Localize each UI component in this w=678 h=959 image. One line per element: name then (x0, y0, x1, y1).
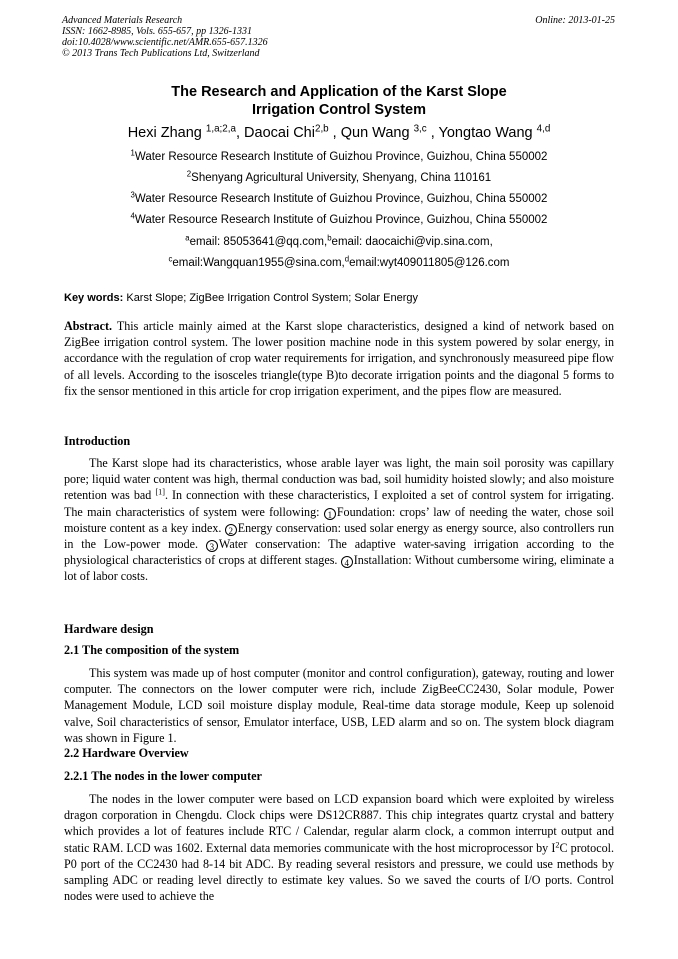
affiliation-2 (0, 171, 678, 185)
author-name: Hexi Zhang (127, 125, 202, 141)
hardware-paragraph-2-1: This system was made up of host computer (monitor and control configuration), gateway, routing and lower computer. The connectors on the lower computer were rich, include ZigBeeCC2430, Solar module, Power Management Module, LCD soil moisture display module, Real-time data storage module, Keep up solenoid valve, Soil characteristics of sensor, Emulator interface, USB, LED alarm and so on. The system block diagram was shown in Figure 1. (64, 666, 614, 745)
email-b: email: daocaichi@vip.sina.com, (331, 236, 493, 248)
affiliation-4 (0, 213, 678, 227)
intro-text: . In connection with these characteristics, I exploited a set of control system for irrigating. The main characteristics of system were following: (64, 488, 614, 519)
affiliation-text: Water Resource Research Institute of Guizhou Province, Guizhou, China 550002 (134, 151, 548, 163)
email-line-2 (0, 256, 678, 270)
intro-text: The Karst slope had its characteristics, whose arable layer was light, the main soil porosity was capillary pore; liquid water content was high, thermal conduction was bad, soil humidity hoisted slowly; and also moisture retention was bad (64, 456, 614, 503)
author-affil-sup: 1,a;2,a (205, 123, 236, 135)
issn-line: ISSN: 1662-8985, Vols. 655-657, pp 1326-1331 (62, 26, 252, 37)
subsection-heading-2-2: 2.2 Hardware Overview (64, 746, 189, 760)
citation-ref: [1] (155, 487, 165, 497)
email-line-1 (0, 235, 678, 249)
journal-name: Advanced Materials Research (62, 15, 183, 26)
circled-number: 3 (206, 540, 218, 552)
online-date: Online: 2013-01-25 (535, 15, 615, 26)
circled-number: 4 (341, 556, 353, 568)
affiliation-text: Shenyang Agricultural University, Shenyang, China 110161 (191, 172, 492, 184)
author-affil-sup: 3,c (413, 123, 427, 135)
intro-item: Water conservation: The adaptive water-saving irrigation according to the physiological characteristics of crops at different stages. (64, 537, 614, 568)
author-sep: , (235, 125, 245, 141)
affiliation-sup: 1 (130, 148, 135, 158)
affiliation-1 (0, 150, 678, 164)
intro-item: Foundation: crops’ law of needing the water, chose soil moisture content as a key index. (64, 504, 614, 535)
affiliation-text: Water Resource Research Institute of Guizhou Province, Guizhou, China 550002 (134, 193, 548, 205)
email-sup: c (168, 254, 173, 264)
affiliation-text: Water Resource Research Institute of Guizhou Province, Guizhou, China 550002 (134, 214, 548, 226)
doi-line: doi:10.4028/www.scientific.net/AMR.655-657.1326 (62, 37, 268, 48)
author-affil-sup: 2,b (314, 123, 329, 135)
affiliation-sup: 4 (130, 211, 135, 221)
author-sep: , (426, 125, 439, 141)
body-text: The nodes in the lower computer were based on LCD expansion board which were exploited by wireless dragon corporation in Chengdu. Clock chips were DS12CR887. This chip integrates quartz crystal and battery which provides a lot of features include RTC / Calendar, regular alarm clock, a common interrupt output and static RAM. LCD was 1602. External data memories communicate with the host microprocessor by I (64, 792, 614, 855)
subsection-heading-2-2-1: 2.2.1 The nodes in the lower computer (64, 769, 262, 783)
keywords-text: Karst Slope; ZigBee Irrigation Control System; Solar Energy (123, 292, 418, 304)
intro-item: Installation: Without cumbersome wiring, eliminate a lot of labor costs. (64, 553, 614, 584)
email-a: email: 85053641@qq.com, (189, 236, 328, 248)
email-c: email:Wangquan1955@sina.com, (172, 257, 345, 269)
email-sup: a (185, 233, 190, 243)
author-sep: , (328, 125, 341, 141)
body-text: C protocol. P0 port of the CC2430 had 8-14 bit ADC. By reading several resistors and pressure, we could use methods by sampling ADC or reading level directly to estimate key values. So we saved the courts of I/O ports. Control nodes were used to achieve the (64, 840, 615, 904)
abstract (64, 318, 614, 399)
email-sup: b (327, 233, 332, 243)
author-name: Yongtao Wang (438, 125, 533, 141)
copyright-line: © 2013 Trans Tech Publications Ltd, Switzerland (62, 48, 260, 59)
superscript: 2 (555, 840, 560, 850)
affiliation-3 (0, 192, 678, 206)
subsection-heading-2-1: 2.1 The composition of the system (64, 643, 240, 657)
paper-title-line2: Irrigation Control System (251, 102, 427, 118)
keywords-label: Key words: (64, 292, 124, 304)
intro-item: Energy conservation: used solar energy as energy source, also controllers run in the Low-power mode. (64, 520, 615, 552)
circled-number: 2 (225, 524, 237, 536)
paper-title-line1: The Research and Application of the Karst Slope (171, 84, 507, 100)
email-sup: d (344, 254, 350, 264)
abstract-text: This article mainly aimed at the Karst slope characteristics, designed a kind of network based on ZigBee irrigation control system. The lower position machine node in this system powered by solar energy, in accordance with the regulation of crop water requirements for irrigation, and synchronously measureed pipe flow of all levels. According to the isosceles triangle(type B)to decorate irrigation points and the diagonal 5 forms to fix the sensor mentioned in this article for crop irrigation experiment, and the pipes flow are measured. (64, 319, 614, 398)
email-d: email:wyt409011805@126.com (349, 257, 510, 269)
author-affil-sup: 4,d (536, 123, 551, 135)
abstract-label: Abstract. (64, 319, 113, 333)
section-heading-hardware: Hardware design (64, 622, 154, 636)
affiliation-sup: 3 (130, 190, 135, 200)
author-list (0, 124, 678, 142)
introduction-paragraph (64, 455, 614, 585)
author-name: Daocai Chi (244, 125, 315, 141)
section-heading-introduction: Introduction (64, 434, 131, 448)
hardware-paragraph-2-2-1 (64, 791, 614, 904)
affiliation-sup: 2 (186, 169, 192, 179)
author-name: Qun Wang (340, 125, 410, 141)
circled-number: 1 (324, 508, 336, 520)
keywords (64, 291, 418, 305)
